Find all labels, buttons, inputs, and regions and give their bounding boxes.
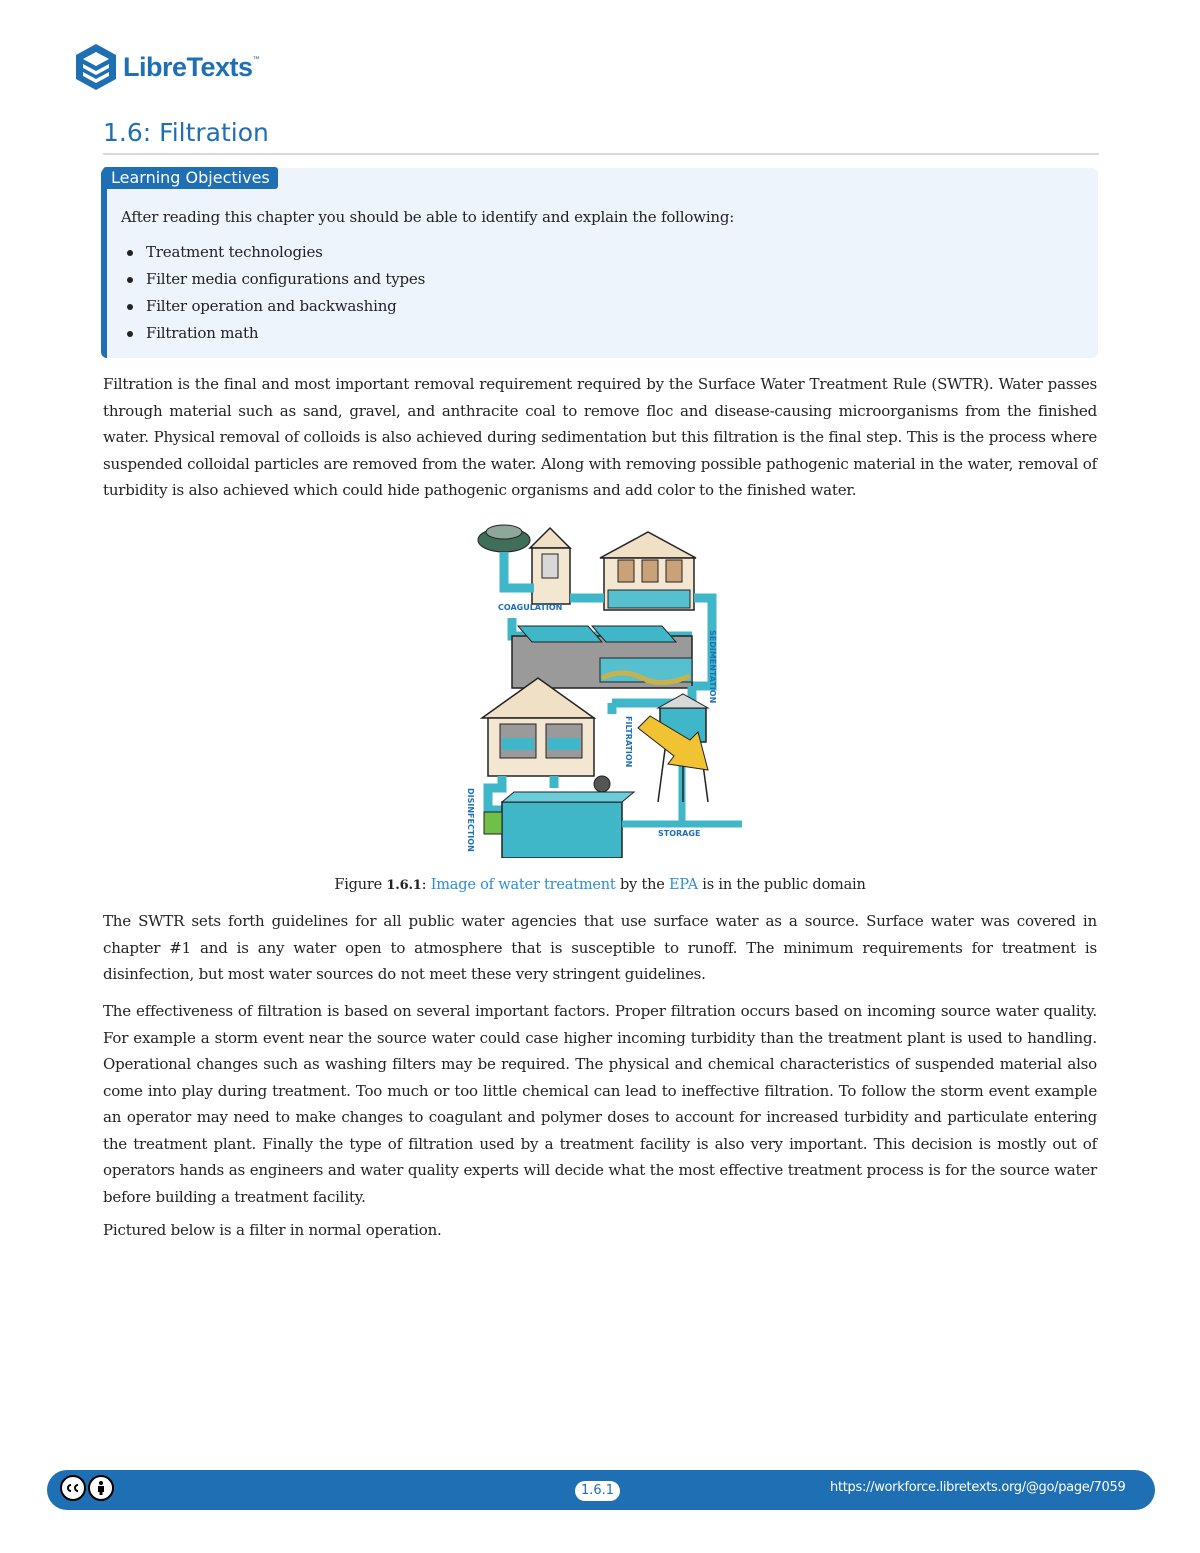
label-disinfection: DISINFECTION [466,788,475,852]
logo-text: LibreTexts [123,51,253,82]
logo-trademark: ™ [252,56,260,63]
list-item: Filter operation and backwashing [121,296,425,323]
caption-suffix: is in the public domain [697,877,866,893]
cc-license-badge[interactable] [60,1475,116,1501]
list-item: Treatment technologies [121,242,425,269]
page-number: 1.6.1 [575,1481,620,1501]
learning-objectives-intro: After reading this chapter you should be able to identify and explain the following: [121,208,735,226]
learning-objectives-tag: Learning Objectives [103,167,278,189]
label-filtration: FILTRATION [624,716,633,768]
attribution-icon [88,1475,114,1501]
caption-mid: by the [615,877,669,893]
paragraph-pictured-below: Pictured below is a filter in normal operation. [103,1221,442,1239]
label-coagulation: COAGULATION [498,603,563,612]
caption-link-image[interactable]: Image of water treatment [430,877,616,893]
paragraph-intro: Filtration is the final and most important removal requirement required by the Surface Water Treatment Rule (SWTR). Water passes through material such as sand, gravel, and anthracite coal to remove floc and disease-causing microorganisms from the finished water. Physical removal of colloids is also achieved during sedimentation but this filtration is the final step. This is the process where suspended colloidal particles are removed from the water. Along with removing possible pathogenic material in the water, removal of turbidity is also achieved which could hide pathogenic organisms and add color to the finished water. [103,375,1097,499]
cc-icon [60,1475,86,1501]
caption-separator: : [421,877,431,893]
libretexts-hexagon-icon [73,42,119,92]
caption-number: 1.6.1 [386,878,422,893]
list-item: Filtration math [121,323,425,350]
figure-caption [0,877,1200,893]
learning-objectives-list [121,242,425,350]
paragraph-swtr: The SWTR sets forth guidelines for all public water agencies that use surface water as a source. Surface water was covered in chapter #1 and is any water open to atmosphere that is susceptible to runoff. The minimum requirements for treatment is disinfection, but most water sources do not meet these very stringent guidelines. [103,912,1097,983]
label-sedimentation: SEDIMENTATION [708,630,717,704]
list-item: Filter media configurations and types [121,269,425,296]
label-storage: STORAGE [658,829,701,838]
water-treatment-figure [462,518,752,858]
libretexts-logo[interactable] [73,42,260,92]
caption-link-epa[interactable]: EPA [669,877,698,893]
paragraph-effectiveness: The effectiveness of filtration is based on several important factors. Proper filtration occurs based on incoming source water quality. For example a storm event near the source water could case higher incoming turbidity than the treatment plant is used to handling. Operational changes such as washing filters may be required. The physical and chemical characteristics of suspended material also come into play during treatment. Too much or too little chemical can lead to ineffective filtration. To follow the storm event example an operator may need to make changes to coagulant and polymer doses to account for increased turbidity and particulate entering the treatment plant. Finally the type of filtration used by a treatment facility is also very important. This decision is mostly out of operators hands as engineers and water quality experts will decide what the most effective treatment process is for the source water before building a treatment facility. [103,1002,1097,1206]
page-title: 1.6: Filtration [103,118,1099,155]
footer-url-link[interactable]: https://workforce.libretexts.org/@go/page/7059 [830,1480,1126,1495]
caption-prefix: Figure [334,877,387,893]
